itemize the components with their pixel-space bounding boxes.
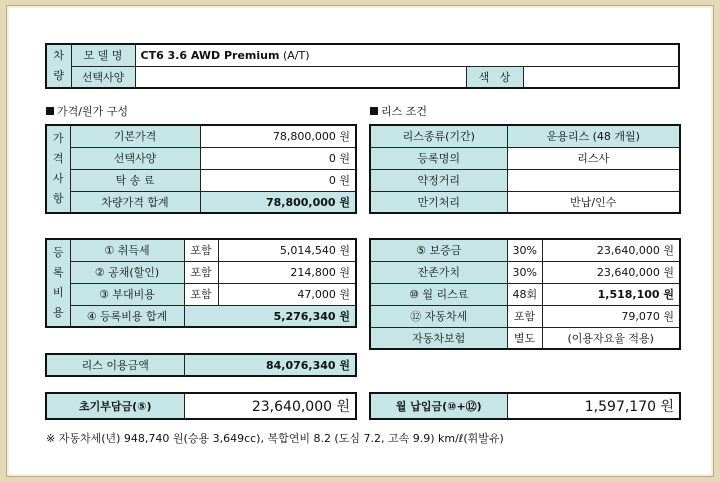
- lease-usage-label: 리스 이용금액: [46, 354, 184, 376]
- color-value: [523, 66, 679, 88]
- registration-side-label: 등 록 비 용: [46, 239, 70, 327]
- bullet-square-icon: [46, 107, 54, 115]
- bullet-square-icon: [370, 107, 378, 115]
- vehicle-total-value: 78,800,000 원: [200, 191, 356, 213]
- options-value: [135, 66, 466, 88]
- model-transmission: (A/T): [282, 48, 310, 62]
- incidental-label: ③ 부대비용: [70, 283, 184, 305]
- initial-burden-label: 초기부담금(⑤): [46, 393, 184, 419]
- insurance-value: (이용자요율 적용): [542, 327, 680, 349]
- vehicle-total-label: 차량가격 합계: [70, 191, 200, 213]
- acquisition-tax-value: 5,014,540 원: [218, 239, 356, 261]
- delivery-fee-label: 탁 송 료: [70, 169, 200, 191]
- incidental-value: 47,000 원: [218, 283, 356, 305]
- registrant-label: 등록명의: [370, 147, 507, 169]
- lease-type-value: 운용리스 (48 개월): [507, 125, 680, 147]
- lease-section-title: 리스 조건: [370, 103, 427, 119]
- option-price-value: 0 원: [200, 147, 356, 169]
- monthly-payment-table: [369, 392, 681, 420]
- model-name: CT6 3.6 AWD Premium: [140, 48, 280, 62]
- deposit-value: 23,640,000 원: [542, 239, 680, 261]
- initial-burden-table: [45, 392, 357, 420]
- car-tax-value: 79,070 원: [542, 305, 680, 327]
- residual-rate: 30%: [507, 261, 542, 283]
- residual-label: 잔존가치: [370, 261, 507, 283]
- deposit-rate: 30%: [507, 239, 542, 261]
- insurance-label: 자동차보험: [370, 327, 507, 349]
- registration-total-value: 5,276,340 원: [184, 305, 356, 327]
- mileage-value: [507, 169, 680, 191]
- registrant-value: 리스사: [507, 147, 680, 169]
- footnote: ※ 자동차세(년) 948,740 원(승용 3,649cc), 복합연비 8.2 (도심 7.2, 고속 9.9) km/ℓ(휘발유): [46, 432, 504, 445]
- base-price-label: 기본가격: [70, 125, 200, 147]
- maturity-label: 만기처리: [370, 191, 507, 213]
- price-table: [45, 124, 357, 214]
- acquisition-tax-label: ① 취득세: [70, 239, 184, 261]
- vehicle-table: [45, 43, 680, 89]
- car-tax-label: ⑫ 자동차세: [370, 305, 507, 327]
- deposit-label: ⑤ 보증금: [370, 239, 507, 261]
- bond-mode: 포함: [184, 261, 218, 283]
- maturity-value: 반납/인수: [507, 191, 680, 213]
- delivery-fee-value: 0 원: [200, 169, 356, 191]
- color-label: 색 상: [466, 66, 523, 88]
- monthly-lease-label: ⑩ 월 리스료: [370, 283, 507, 305]
- price-section-title: 가격/원가 구성: [46, 103, 128, 119]
- option-price-label: 선택사양: [70, 147, 200, 169]
- residual-value: 23,640,000 원: [542, 261, 680, 283]
- options-label: 선택사양: [71, 66, 135, 88]
- insurance-mode: 별도: [507, 327, 542, 349]
- vehicle-side-label: 차 량: [46, 44, 71, 88]
- model-value: [135, 44, 679, 66]
- registration-total-label: ④ 등록비용 합계: [70, 305, 184, 327]
- acquisition-tax-mode: 포함: [184, 239, 218, 261]
- lease-usage-value: 84,076,340 원: [184, 354, 356, 376]
- lease-conditions-table: [369, 124, 681, 214]
- lease-costs-table: [369, 238, 681, 350]
- mileage-label: 약정거리: [370, 169, 507, 191]
- lease-usage-table: [45, 353, 357, 377]
- model-label: 모 델 명: [71, 44, 135, 66]
- incidental-mode: 포함: [184, 283, 218, 305]
- bond-value: 214,800 원: [218, 261, 356, 283]
- monthly-payment-label: 월 납입금(⑩+⑫): [370, 393, 507, 419]
- monthly-payment-value: 1,597,170 원: [507, 393, 680, 419]
- monthly-lease-value: 1,518,100 원: [542, 283, 680, 305]
- registration-table: [45, 238, 357, 328]
- initial-burden-value: 23,640,000 원: [184, 393, 356, 419]
- bond-label: ② 공채(할인): [70, 261, 184, 283]
- price-side-label: 가 격 사 항: [46, 125, 70, 213]
- lease-type-label: 리스종류(기간): [370, 125, 507, 147]
- monthly-lease-count: 48회: [507, 283, 542, 305]
- car-tax-mode: 포함: [507, 305, 542, 327]
- base-price-value: 78,800,000 원: [200, 125, 356, 147]
